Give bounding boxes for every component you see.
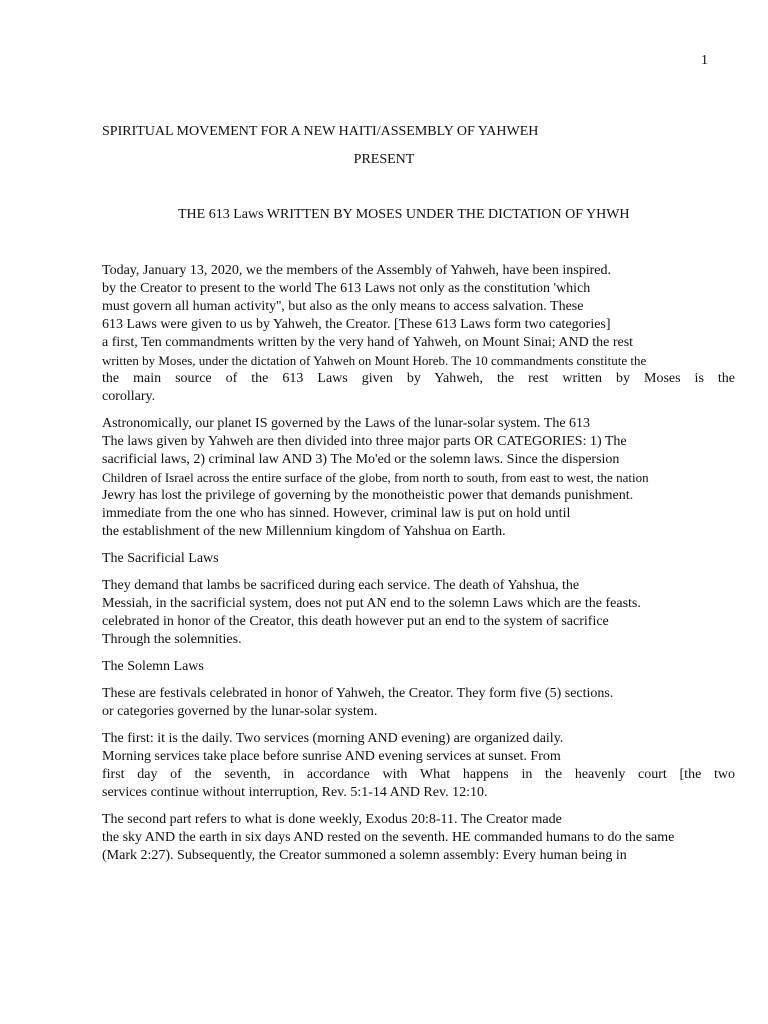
text-line: corollary. <box>102 389 156 404</box>
text-line: Messiah, in the sacrificial system, does not put AN end to the solemn Laws which are the feasts. <box>102 596 641 611</box>
text-line: sacrificial laws, 2) criminal law AND 3) The Mo'ed or the solemn laws. Since the dispersion <box>102 452 620 467</box>
text-line: (Mark 2:27). Subsequently, the Creator summoned a solemn assembly: Every human being in <box>102 848 627 863</box>
text-line: or categories governed by the lunar-solar system. <box>102 704 378 719</box>
present-heading: PRESENT <box>353 152 415 167</box>
text-line: 613 Laws were given to us by Yahweh, the Creator. [These 613 Laws form two categories] <box>102 317 611 332</box>
document-body <box>102 262 735 874</box>
section-heading-solemn: The Solemn Laws <box>102 659 204 674</box>
paragraph-sacrificial <box>102 577 735 649</box>
text-line: Children of Israel across the entire surface of the globe, from north to south, from east to west, the nation <box>102 470 649 485</box>
section-heading-sacrificial: The Sacrificial Laws <box>102 551 219 566</box>
paragraph-weekly <box>102 811 735 865</box>
text-line: The second part refers to what is done weekly, Exodus 20:8-11. The Creator made <box>102 812 562 827</box>
text-line: the main source of the 613 Laws given by Yahweh, the rest written by Moses is the <box>102 371 735 386</box>
text-line: the establishment of the new Millennium kingdom of Yahshua on Earth. <box>102 524 506 539</box>
paragraph-daily <box>102 730 735 802</box>
page-number: 1 <box>701 53 708 68</box>
text-line: a first, Ten commandments written by the very hand of Yahweh, on Mount Sinai; AND the rest <box>102 335 634 350</box>
document-title: THE 613 Laws WRITTEN BY MOSES UNDER THE DICTATION OF YHWH <box>178 207 630 222</box>
text-line: first day of the seventh, in accordance with What happens in the heavenly court [the two <box>102 767 735 782</box>
text-line: celebrated in honor of the Creator, this death however put an end to the system of sacrifice <box>102 614 609 629</box>
text-line: Astronomically, our planet IS governed by the Laws of the lunar-solar system. The 613 <box>102 416 591 431</box>
paragraph-astronomy <box>102 415 735 541</box>
text-line: These are festivals celebrated in honor of Yahweh, the Creator. They form five (5) sections. <box>102 686 614 701</box>
text-line: Today, January 13, 2020, we the members of the Assembly of Yahweh, have been inspired. <box>102 263 612 278</box>
text-line: The laws given by Yahweh are then divided into three major parts OR CATEGORIES: 1) The <box>102 434 627 449</box>
text-line: immediate from the one who has sinned. However, criminal law is put on hold until <box>102 506 571 521</box>
text-line: Morning services take place before sunrise AND evening services at sunset. From <box>102 749 561 764</box>
text-line: Through the solemnities. <box>102 632 242 647</box>
paragraph-solemn-intro <box>102 685 735 721</box>
paragraph-intro <box>102 262 735 406</box>
text-line: Jewry has lost the privilege of governing by the monotheistic power that demands punishment. <box>102 488 634 503</box>
text-line: The first: it is the daily. Two services (morning AND evening) are organized daily. <box>102 731 564 746</box>
text-line: services continue without interruption, Rev. 5:1-14 AND Rev. 12:10. <box>102 785 488 800</box>
text-line: the sky AND the earth in six days AND rested on the seventh. HE commanded humans to do the same <box>102 830 675 845</box>
text-line: written by Moses, under the dictation of Yahweh on Mount Horeb. The 10 commandments constitute the <box>102 353 647 368</box>
organization-heading: SPIRITUAL MOVEMENT FOR A NEW HAITI/ASSEMBLY OF YAHWEH <box>102 124 539 139</box>
text-line: by the Creator to present to the world The 613 Laws not only as the constitution 'which <box>102 281 591 296</box>
text-line: must govern all human activity'', but also as the only means to access salvation. These <box>102 299 584 314</box>
text-line: They demand that lambs be sacrificed during each service. The death of Yahshua, the <box>102 578 580 593</box>
